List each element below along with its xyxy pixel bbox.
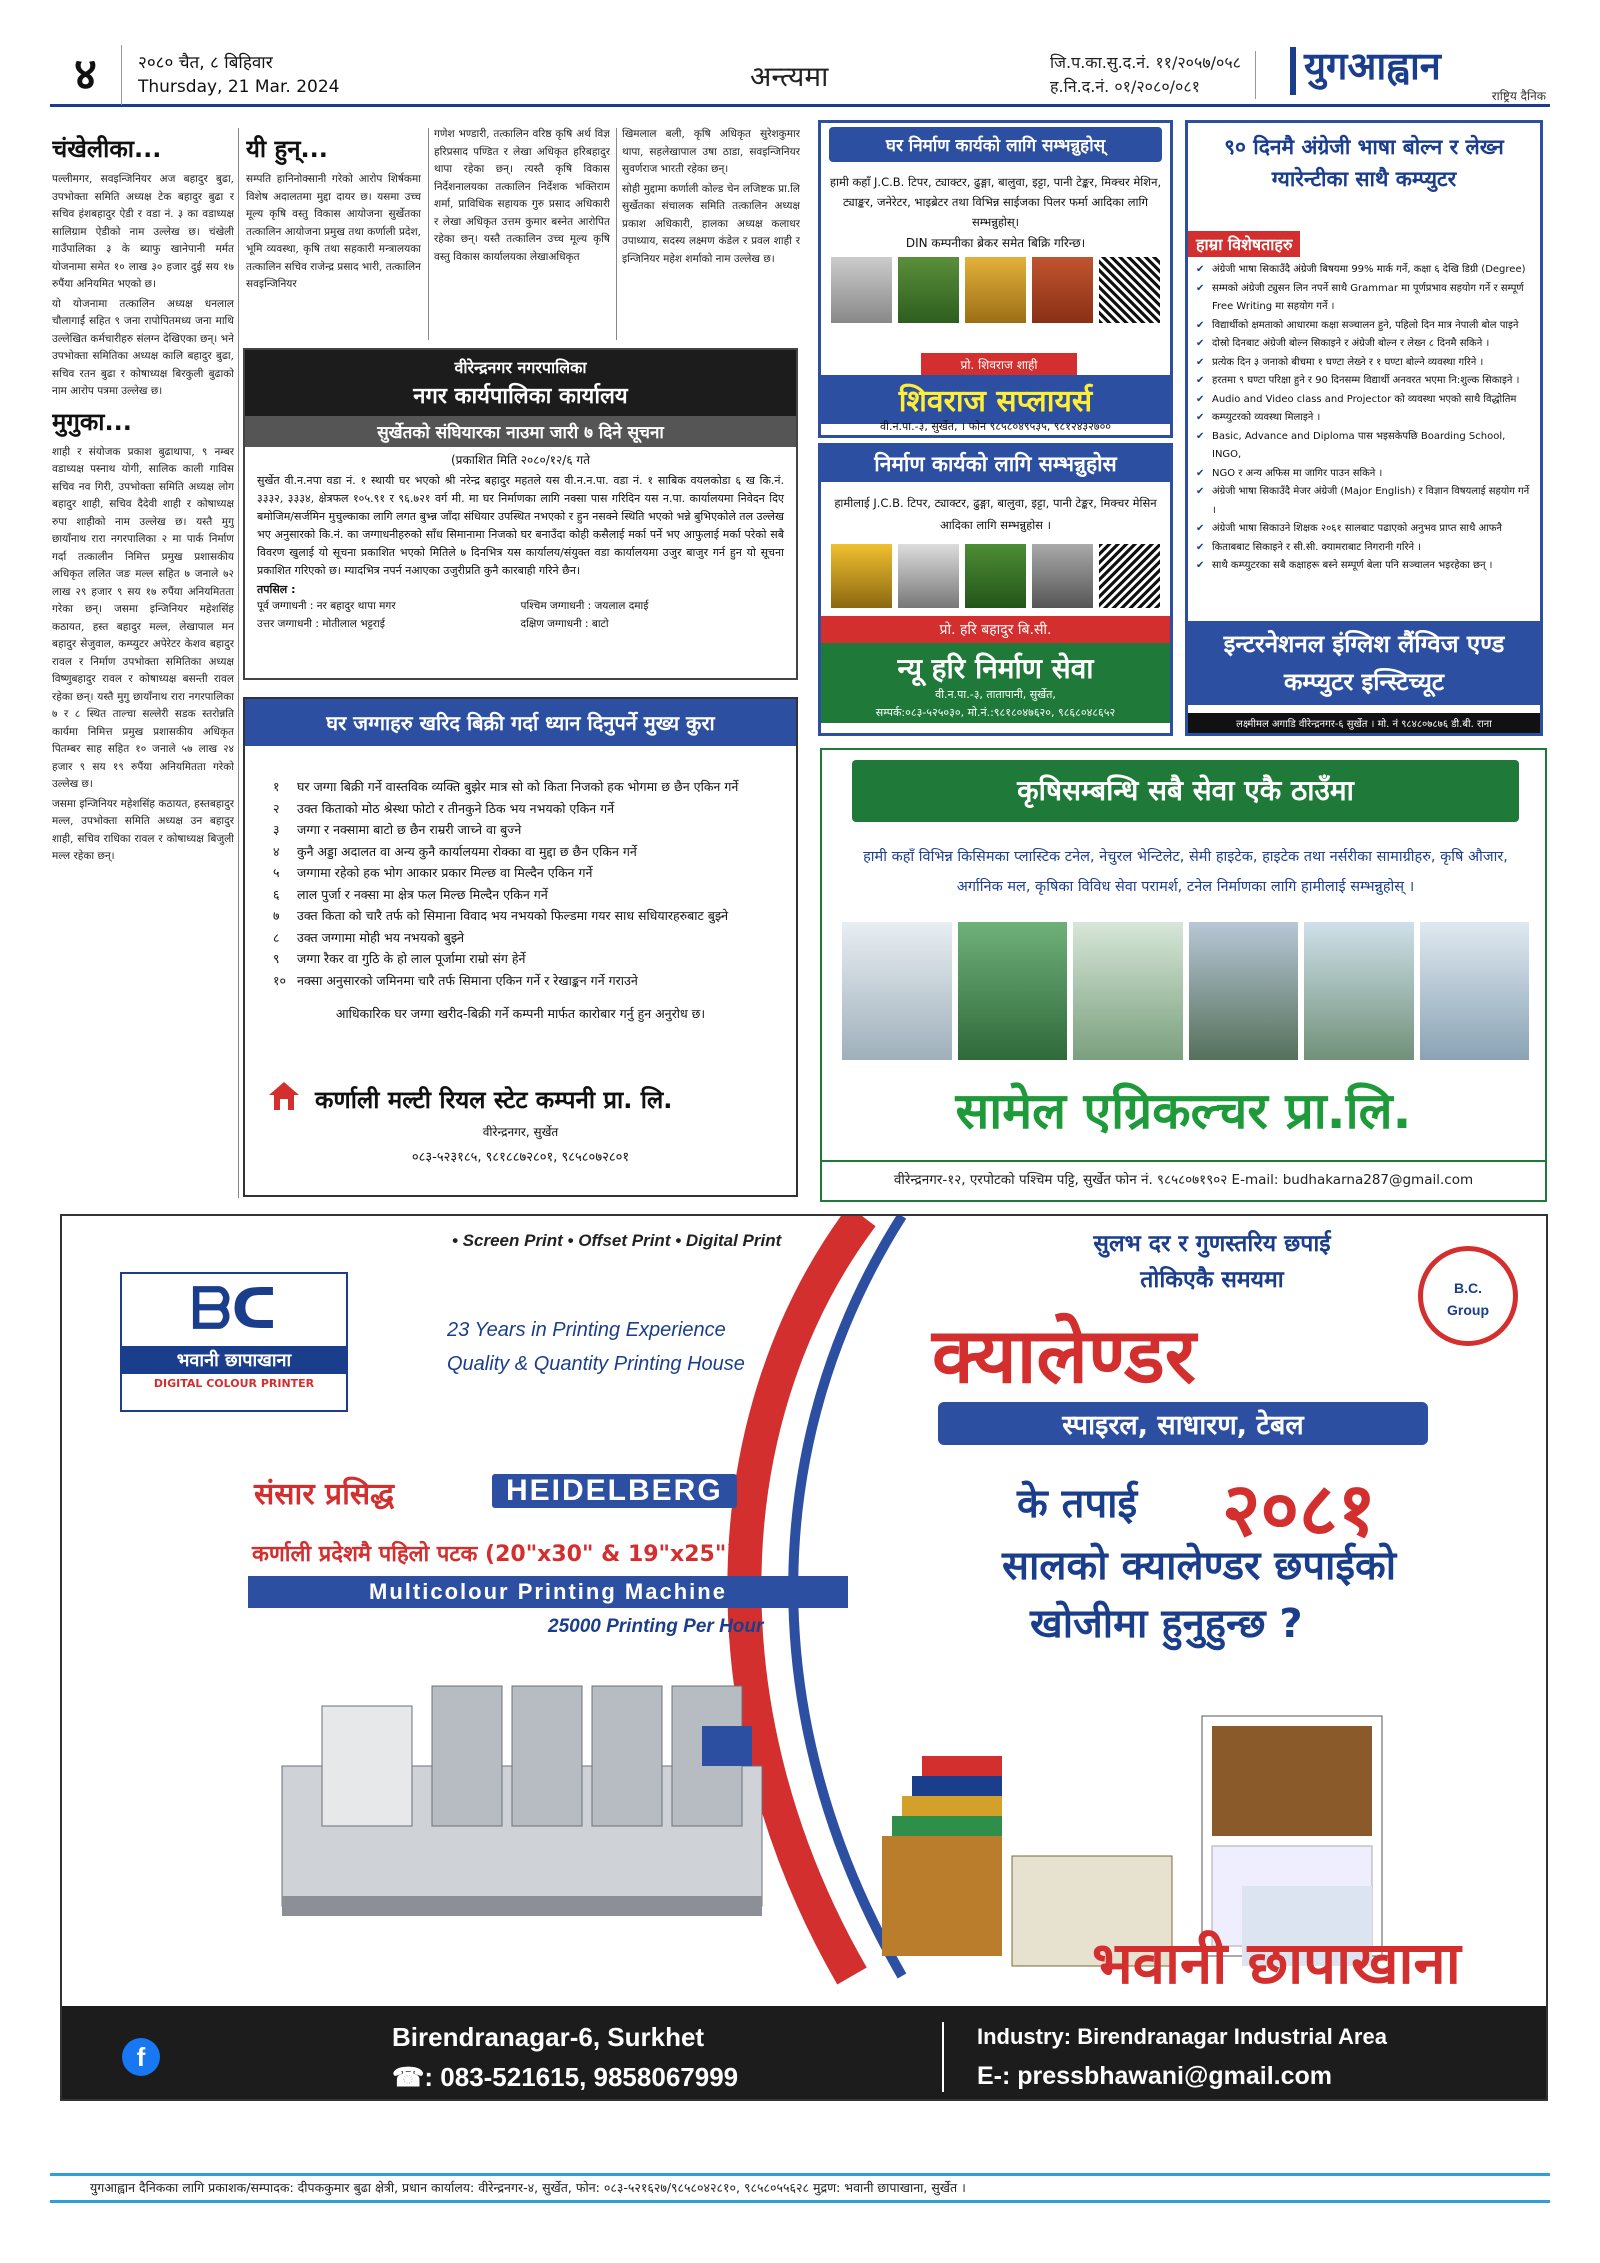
ad-address: लक्ष्मीमल अगाडि वीरेन्द्रनगर-६ सुर्खेत । मो. नं ९८४८०७८७६ डी.बी. राना — [1188, 713, 1540, 733]
headline-chankheli: चंखेलीका... — [52, 135, 162, 163]
list-item — [273, 862, 776, 884]
ad-proprietor: प्रो. हरि बहादुर बि.सी. — [821, 616, 1170, 643]
south-owner: दक्षिण जग्गाधनी : बाटो — [520, 618, 609, 630]
municipal-notice — [243, 348, 798, 680]
list-item — [273, 905, 776, 927]
bc-group-seal: B.C. Group — [1418, 1246, 1518, 1346]
ad-address: वी.न.पा.-३, तातापानी, सुर्खेत, — [821, 687, 1170, 705]
ad-image-strip — [821, 536, 1170, 616]
tunnel-image — [1073, 922, 1183, 1060]
english-institute-ad — [1185, 120, 1543, 736]
feature-item: ✔ विद्यार्थीको क्षमताको आधारमा कक्षा सञ्चालन हुने, पहिलो दिन मात्र नेपाली बोल पाइने — [1196, 317, 1532, 336]
heidelberg-brand: HEIDELBERG — [492, 1474, 737, 1508]
sprinkler-image — [1189, 922, 1299, 1060]
item-text: कुनै अड्डा अदालत वा अन्य कुनै कार्यालयमा रोक्का वा मुद्दा छ छैन एकिन गर्ने — [297, 843, 637, 859]
slogan-line-1: सुलभ दर र गुणस्तरिय छपाई — [1093, 1231, 1331, 1257]
paragraph: गणेश भण्डारी, तत्कालिन वरिष्ठ कृषि अर्थ विज्ञ हरिप्रसाद पण्डित र लेखा अधिकृत हरिबहादुर थापा रहेका छन्। त्यस्तै कृषि विकास निर्देशनालयका तत्कालिन निर्देशक भक्तिराम शर्मा, प्राविधिक सहायक गुरु प्रसाद अधिकारी र लेखा अधिकृत उत्तम कुमार बस्नेत आरोपित रहेका छन्। यस्तै तत्कालिन उच्च मूल्य कृषि वस्तु विकास कार्यालयका लेखाअधिकृत — [434, 128, 610, 263]
feature-item: ✔ अंग्रेजी भाषा सिकाउँदै मेजर अंग्रेजी (Major English) र विज्ञान विषयलाई सहयोग गर्ने । — [1196, 483, 1532, 520]
east-owner: पूर्व जग्गाधनी : नर बहादुर थापा मगर — [257, 600, 396, 612]
article-column-4 — [622, 126, 800, 342]
list-item — [273, 776, 776, 798]
question-line-1: सालको क्यालेण्डर छपाईको — [1002, 1543, 1397, 1589]
feature-item: ✔ साथै कम्प्युटरका सबै कक्षाहरू बस्ने सम्पूर्ण बेला पनि सञ्चालन भइरहेका छन् । — [1196, 557, 1532, 576]
jcb-image — [831, 544, 892, 608]
feature-item: ✔ अंग्रेजी भाषा सिकाउँदै अंग्रेजी बिषयमा 99% मार्क गर्ने, कक्षा ६ देखि डिग्री (Degree) — [1196, 261, 1532, 280]
bhawani-logo — [120, 1272, 348, 1412]
north-owner: उत्तर जग्गाधनी : मोतीलाल भट्टराई — [257, 618, 385, 630]
column-divider — [428, 128, 429, 340]
advice-note: आधिकारिक घर जग्गा खरीद-बिक्री गर्ने कम्पनी मार्फत कारोबार गर्नु हुन अनुरोध छ। — [335, 1006, 706, 1021]
gravel-image — [1032, 544, 1093, 608]
logo-bar — [1290, 47, 1296, 95]
item-text: उक्त किता को चारै तर्फ को सिमाना विवाद भय नभयको फिल्डमा गयर साध सधियारहरुबाट बुझ्ने — [297, 908, 729, 923]
ad-proprietor: प्रो. शिवराज शाही — [921, 353, 1077, 376]
print-services: • Screen Print • Offset Print • Digital Print — [452, 1231, 782, 1250]
company-phone: ०८३-५२३१८५, ९८१८८७२८०१, ९८५८०७२८०१ — [411, 1150, 630, 1165]
feature-item: ✔ दोस्रो दिनबाट अंग्रेजी बोल्न सिकाइने र अंग्रेजी बोल्न र लेख्न ८ दिनमै सकिने । — [1196, 335, 1532, 354]
company-name: कर्णाली मल्टी रियल स्टेट कम्पनी प्रा. लि. — [315, 1086, 673, 1114]
question-lead: के तपाई — [1017, 1481, 1138, 1527]
ad-company-name: न्यू हरि निर्माण सेवा — [821, 643, 1170, 687]
item-number: ८ — [273, 929, 280, 945]
new-hari-nirman-ad — [818, 443, 1173, 736]
article-column-3 — [434, 126, 610, 342]
list-item — [273, 798, 776, 820]
company-address: वीरेन्द्रनगर, सुर्खेत — [482, 1125, 559, 1139]
masthead — [50, 45, 1550, 107]
notice-office: नगर कार्यपालिका कार्यालय — [245, 378, 796, 416]
page-number: ४ — [50, 45, 122, 105]
bhawani-name: भवानी छापाखाना — [1092, 1929, 1461, 1997]
feature-item: ✔ कम्प्युटरको व्यवस्था मिलाइने । — [1196, 409, 1532, 428]
ad-image-strip — [821, 251, 1170, 329]
list-item — [273, 884, 776, 906]
experience-lines — [447, 1313, 745, 1381]
feature-item: ✔ प्रत्येक दिन ३ जनाको बीचमा १ घण्टा लेख्ने र १ घण्टा बोल्ने व्यवस्था गरिने । — [1196, 354, 1532, 373]
issue-date — [138, 51, 339, 99]
shivaraj-suppliers-ad — [818, 120, 1173, 438]
notice-org: वीरेन्द्रनगर नगरपालिका — [245, 350, 796, 378]
list-item — [273, 841, 776, 863]
article-column-1 — [52, 128, 234, 1198]
ad-phone: सम्पर्क:०८३-५२५०३०, मो.नं.:९८१८०४७६२०, ९८६८०४८६५२ — [821, 705, 1170, 723]
press-email: E-: pressbhawani@gmail.com — [977, 2062, 1333, 2090]
house-icon — [267, 1079, 301, 1113]
item-number: ३ — [273, 822, 280, 837]
brick-image — [1032, 257, 1093, 323]
karnali-first: कर्णाली प्रदेशमै पहिलो पटक (20"x30" & 19"x25") — [252, 1542, 737, 1567]
list-item — [273, 948, 776, 970]
samel-agriculture-ad — [820, 748, 1547, 1202]
logo-tagline: DIGITAL COLOUR PRINTER — [153, 1377, 315, 1390]
notice-tapasil: तपसिल : — [257, 583, 296, 596]
real-estate-ad — [243, 697, 798, 1197]
excavator-image — [965, 257, 1026, 323]
qr-code — [1099, 544, 1160, 608]
headline-mugu: मुगुका... — [52, 407, 132, 436]
article-column-2 — [246, 128, 421, 340]
paragraph: सम्पति हानिनोक्सानी गरेको आरोप शिर्षकमा विशेष अदालतमा मुद्दा दायर छ। यसमा उच्च मूल्य कृषि वस्तु विकास आयोजना सुर्खेतका तत्कालिन आयोजना प्रमुख तथा कर्णाली प्रदेश, भूमि व्यवस्था, कृषि तथा सहकारी मन्त्रालयका तत्कालिन सचिव राजेन्द्र प्रसाद भारी, तत्कालिन सवइन्जिनियर — [246, 173, 421, 290]
notice-title: सुर्खेतको संघियारका नाउमा जारी ७ दिने सूचना — [245, 416, 796, 447]
press-address: Birendranagar-6, Surkhet — [392, 2022, 705, 2052]
paragraph: यो योजनामा तत्कालिन अध्यक्ष धनलाल चौलागाईं सहित ९ जना रापोपितमध्य जना माथि उल्लेखित कर्मचारीहरु संलग्न देखिएका छन्। भने उपभोक्ता समितिका अध्यक्ष कालि बहादुर बुढा, सचिव रतन बुढा र कोषाध्यक्ष बिरकुली बुढाको नाम आरोप पत्रमा उल्लेख छ। — [52, 297, 234, 397]
list-item — [273, 927, 776, 949]
date-nepali: २०८० चैत, ८ बिहिवार — [138, 53, 273, 73]
item-text: जग्गा र नक्सामा बाटो छ छैन राम्ररी जाच्ने वा बुज्ने — [297, 822, 522, 837]
feature-item: ✔ Basic, Advance and Diploma पास भइसकेपछि Boarding School, INGO, — [1196, 428, 1532, 465]
paragraph: पल्लीमगर, सवइन्जिनियर अज बहादुर बुढा, उपभोक्ता समिति अध्यक्ष टेक बहादुर बुढा र सचिव हंशबहादुर ऐडी र वडा नं. ३ का वडाध्यक्ष सालिग्राम ऐडीको नाम उल्लेख छ। चंखेली गाउँपालिका ३ के ब्याफु खानेपानी मर्मत योजनामा समेत १० लाख ३० हजार दुई सय १७ रुपैंया अनियमित भएको छ। — [52, 173, 234, 290]
ad-title: निर्माण कार्यको लागि सम्भन्नुहोस — [821, 446, 1170, 482]
quality-line: Quality & Quantity Printing House — [447, 1353, 745, 1375]
greenhouse-image — [842, 922, 952, 1060]
paragraph: शाही र संयोजक प्रकाश बुढाथापा, ९ नम्बर वडाध्यक्ष पस्नाथ योगी, सालिक काली गाविस सचिव नव गिरी, उपभोक्ता समिति अध्यक्ष लोग बहादुर शाही, सचिव दैदेवी शाही र कोषाध्यक्ष रुपा शाहीको नाम उल्लेख छ। यस्तै मुगु छायाँनाथ रारा नगरपालिका २ मा पार्क निर्माण गर्दा तत्कालीन निमित्त प्रमुख प्रशासकीय अधिकृत ललित जङ मल्ल सहित ७ जनाले ७२ लाख २९ हजार ९ सय १७ रुपैंया अनियमितता गरेका छन्। जसमा इन्जिनियर महेशसिंह कठायत, हस्त बहादुर मल्ल, लेखापाल मन बहादुर सेजुवाल, कम्प्युटर अपेरेटर केशव बहादुर रावल र निर्माण उपभोक्ता समितिका अध्यक्ष विष्णुबहादुर रावल र कोषाध्यक्ष बसन्ती रावल रहेका छन्। यस्तै मुगु छायाँनाथ रारा नगरपालिका ७ र ८ स्थित ताल्चा सल्लेरी सडक स्तरोन्नति कार्यमा निमित्त प्रमुख प्रशासकीय अधिकृत पितम्बर साह सहित १० जनाले ५७ लाख २४ हजार ९ सय १९ रुपैंया अनियमितता गरेको उल्लेख छ। — [52, 445, 234, 790]
ad-company-name: शिवराज सप्लायर्स — [821, 375, 1170, 424]
item-number: १० — [273, 972, 287, 988]
column-divider — [616, 128, 617, 340]
date-english: Thursday, 21 Mar. 2024 — [138, 77, 340, 97]
feature-item: ✔ अंग्रेजी भाषा सिकाउने शिक्षक २०६१ सालबाट पढाएको अनुभव प्राप्त साथै आफनै — [1196, 520, 1532, 539]
bhawani-press-ad — [60, 1214, 1548, 2101]
newspaper-logo — [1290, 45, 1552, 105]
boundary-owners — [245, 597, 796, 633]
calendar-headline: क्यालेण्डर — [932, 1311, 1196, 1400]
real-estate-title: घर जग्गाहरु खरिद बिक्री गर्दा ध्यान दिनुपर्ने मुख्य कुरा — [245, 699, 796, 746]
ad-title: कृषिसम्बन्धि सबै सेवा एकै ठाउँमा — [852, 760, 1519, 822]
bc-mark: ᗷᑕ — [190, 1277, 278, 1342]
ad-company-name: इन्टरनेशनल इंग्लिश लैंग्विज एण्ड कम्प्युटर इन्स्टिच्यूट — [1188, 621, 1540, 705]
notice-date: (प्रकाशित मिति २०८०/१२/६ गते — [451, 453, 590, 467]
ad-body: हामी कहाँ विभिन्न किसिमका प्लास्टिक टनेल, नेचुरल भेन्टिलेट, सेमी हाइटेक, हाइटेक तथा नर्सरीका सामाग्रीहरु, कृषि औजार, अर्गानिक मल, कृषिका विविध सेवा परामर्श, टनेल निर्माणका लागि हामीलाई सम्भन्नुहोस् । — [863, 849, 1508, 895]
logo-subtitle: राष्ट्रिय दैनिक — [1491, 89, 1546, 103]
per-hour: 25000 Printing Per Hour — [548, 1616, 764, 1637]
advice-list — [245, 746, 796, 991]
frame-image — [1420, 922, 1530, 1060]
item-number: ६ — [273, 886, 280, 902]
item-text: नक्सा अनुसारको जमिनमा चारै तर्फ सिमाना एकिन गर्ने र रेखाङ्कन गर्ने गराउने — [297, 972, 638, 988]
truck-image — [898, 544, 959, 608]
calendar-types: स्पाइरल, साधारण, टेबल — [938, 1402, 1428, 1445]
item-text: लाल पुर्जा र नक्सा मा क्षेत्र फल मिल्छ मिल्दैन एकिन गर्ने — [297, 886, 548, 902]
polyhouse-image — [1304, 922, 1414, 1060]
item-text: उक्त जग्गामा मोही भय नभयको बुझ्ने — [297, 929, 465, 945]
paragraph: खिमलाल बली, कृषि अधिकृत सुरेशकुमार थापा, सहलेखापाल उषा ठाडा, सवइन्जिनियर सुवर्णराज भारती रहेका छन्। — [622, 128, 800, 175]
feature-item: ✔ Audio and Video class and Projector को व्यवस्था भएको साथै विद्धोतिम — [1196, 391, 1532, 410]
ad-title: घर निर्माण कार्यको लागि सम्भन्नुहोस् — [829, 127, 1162, 162]
item-number: ९ — [273, 951, 280, 966]
logo-name: भवानी छापाखाना — [122, 1346, 346, 1374]
ad-body: हामीलाई J.C.B. टिपर, ट्याक्टर, ढुङ्गा, बालुवा, इट्टा, पानी टेङ्कर, मिक्चर मेसिन आदिका लागि सम्भन्नुहोस । — [834, 496, 1157, 532]
item-number: १ — [273, 779, 280, 794]
column-divider — [238, 128, 239, 1198]
paragraph: सोही मुद्दामा कर्णाली कोल्ड चेन लजिष्टक प्रा.लि सुर्खेतका संचालक समिति तत्कालिन अध्यक्ष प्रकाश अधिकारी, हालका अध्यक्ष कलाधर उपाध्याय, सदस्य लक्ष्मण कंडेल र प्रवल शाही र इन्जिनियर महेश शर्माको नाम उल्लेख छ। — [622, 182, 800, 265]
ad-image-strip — [842, 922, 1529, 1060]
slogan-line-2: तोकिएकै समयमा — [1140, 1267, 1284, 1293]
year-2081: २०८१ — [1222, 1467, 1376, 1553]
registration — [1050, 51, 1256, 99]
ad-address: वी.न.पा.-३, सुर्खेत, । फोन ९८५८०४९५३५, ९८१२४३२७०० — [879, 420, 1112, 433]
printing-machine-illustration — [262, 1646, 792, 1946]
sand-image — [831, 257, 892, 323]
feature-item: ✔ सम्मको अंग्रेजी ट्युसन लिन नपर्ने साथै Grammar मा पूर्णप्रभाव सहयोग गर्ने र सम्पूर्ण Free Writing मा सहयोग गर्ने । — [1196, 280, 1532, 317]
item-number: ५ — [273, 865, 280, 880]
list-item — [273, 819, 776, 841]
qr-code — [1099, 257, 1160, 323]
headline-yi-hun: यी हुन्... — [246, 135, 328, 163]
item-number: ७ — [273, 908, 280, 923]
list-item — [273, 970, 776, 992]
feature-list — [1188, 257, 1540, 580]
world-famous: संसार प्रसिद्ध — [254, 1477, 395, 1512]
feature-item: ✔ किताबबाट सिकाइने र सी.सी. क्यामराबाट निगरानी गरिने । — [1196, 539, 1532, 558]
facebook-icon[interactable]: f — [122, 2038, 160, 2076]
item-number: २ — [273, 800, 280, 816]
ad-address: वीरेन्द्रनगर-१२, एरपोटको पश्चिम पट्टि, सुर्खेत फोन नं. ९८५८०७१९०२ E-mail: budhakarna287@gmail.com — [822, 1160, 1545, 1188]
item-text: उक्त किताको मोठ श्रेस्था फोटो र तीनकुने ठिक भय नभयको एकिन गर्ने — [297, 800, 615, 816]
feature-item: ✔ हरतमा ९ घण्टा परिक्षा हुने र 90 दिनसम्म विद्यार्थी अनवरत भएमा नि:शुल्क सिकाइने । — [1196, 372, 1532, 391]
notice-body: सुर्खेत वी.न.नपा वडा नं. १ स्थायी घर भएको श्री नरेन्द्र बहादुर महतले यस वी.न.न.पा. वडा नं. १ साबिक वयलकोडा ६ ख कि.नं. ३३३२, ३३३४, क्षेत्रफल १०५.९१ र ९६.७२१ वर्ग मी. मा घर निर्माणका लागि नक्सा पास गरिदिन यस न.पा. कार्यालयमा निवेदन दिए बमोजिम/सर्जमिन मुचुल्काका लागि लगत बुभ्न्न जाँदा संधियार उपस्थित नभएको र हुन नसक्ने स्थिति भएको भन्ने बुभिएकोले तल उल्लेख भए अनुसारको कि.नं. का जग्गाधनीहरुको साँध सिमानामा निजको घर बनाउँदा कोही कसैलाई मर्का पर्ने भए आफुलाई मर्का परेको सबै विवरण खुलाई यो सूचना प्रकाशित भएको मितिले ७ दिनभित्र यस कार्यालय/संयुक्त वडा कार्यालयमा उजुर बाजुर गर्न हुन यो सूचना प्रकाशित गरिएको छ। म्यादभित्र नपर्न नआएका उजुरीप्रति कुनै कारबाही गरिने छैन। — [257, 474, 784, 577]
industry-address: Industry: Birendranagar Industrial Area — [977, 2024, 1387, 2049]
west-owner: पश्चिम जग्गाधनी : जयलाल दमाई — [520, 600, 649, 612]
press-phone: ☎: 083-521615, 9858067999 — [392, 2062, 739, 2092]
tractor-image — [898, 257, 959, 323]
machine-label: Multicolour Printing Machine — [248, 1576, 848, 1608]
item-text: घर जग्गा बिक्री गर्ने वास्तविक व्यक्ति बुझेर मात्र सो को किता निजको हक भोगमा छ छैन एकिन गर्ने — [297, 779, 739, 794]
reg-line-2: ह.नि.द.नं. ०१/२०८०/०८१ — [1050, 77, 1200, 96]
experience-line: 23 Years in Printing Experience — [447, 1319, 726, 1341]
feature-item: ✔ NGO र अन्य अफिस मा जागिर पाउन सकिने । — [1196, 465, 1532, 484]
ad-din-note: DIN कम्पनीका ब्रेकर समेत बिक्रि गरिन्छ। — [905, 236, 1086, 250]
ad-title: ९० दिनमै अंग्रेजी भाषा बोल्न र लेख्न ग्यारेन्टीका साथै कम्प्युटर — [1224, 135, 1504, 191]
item-number: ४ — [273, 843, 280, 859]
logo-text: युगआह्वान — [1304, 44, 1441, 88]
reg-line-1: जि.प.का.सु.द.नं. ११/२०५७/०५८ — [1050, 53, 1241, 72]
item-text: जग्गा रैकर वा गुठि के हो लाल पूर्जामा राम्रो संग हेर्ने — [297, 951, 526, 966]
slogan — [1032, 1226, 1392, 1298]
ad-company-name: सामेल एग्रिकल्चर प्रा.लि. — [955, 1082, 1412, 1140]
nursery-image — [958, 922, 1068, 1060]
contact-divider — [942, 2022, 944, 2092]
question-line-2: खोजीमा हुनुहुन्छ ? — [1030, 1601, 1303, 1647]
section-title: अन्त्यमा — [750, 60, 829, 93]
ad-features-heading: हाम्रा विशेषताहरु — [1188, 231, 1300, 257]
paragraph: जसमा इन्जिनियर महेशसिंह कठायत, हस्तबहादुर मल्ल, उपभोक्ता समिति अध्यक्ष उन बहादुर शाही, सचिव राधिका रावल र कोषाध्यक्ष बिजुली मल्ल रहेका छन्। — [52, 797, 234, 862]
ad-body: हामी कहाँ J.C.B. टिपर, ट्याक्टर, ढुङ्गा, बालुवा, इट्टा, पानी टेङ्कर, मिक्चर मेशिन, ट्याङ्कर, जनेरेटर, भाइब्रेटर तथा विभिन्न साईजका पिलर फर्मा आदिका लागि सम्भन्नुहोस्। — [829, 175, 1162, 229]
tractor-image — [965, 544, 1026, 608]
item-text: जग्गामा रहेको हक भोग आकार प्रकार मिल्छ वा मिल्दैन एकिन गर्ने — [297, 865, 593, 880]
publisher-footer: युगआह्वान दैनिकका लागि प्रकाशक/सम्पादक: दीपककुमार बुढा क्षेत्री, प्रधान कार्यालय: वीरेन्द्रनगर-४, सुर्खेत, फोन: ०८३-५२१६२७/९८५८०४२८१०, ९८५८०५५६२८ मुद्रण: भवानी छापाखाना, सुर्खेत । — [50, 2173, 1550, 2203]
